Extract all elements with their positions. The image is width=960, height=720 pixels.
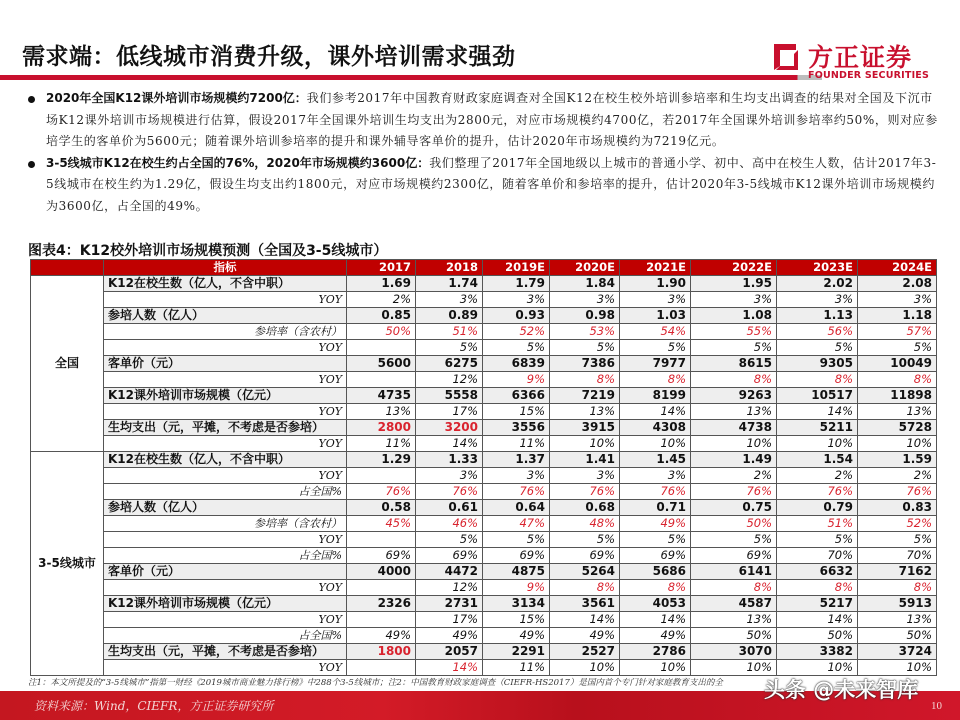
value-cell: 11898 bbox=[858, 388, 937, 404]
value-cell: 4000 bbox=[347, 564, 416, 580]
value-cell: 69% bbox=[620, 548, 691, 564]
bullet-dot-icon bbox=[28, 96, 35, 103]
value-cell: 4472 bbox=[416, 564, 483, 580]
value-cell: 69% bbox=[691, 548, 777, 564]
indicator-label: 客单价（元） bbox=[104, 564, 347, 580]
watermark: 头条 @未来智库 bbox=[764, 678, 919, 702]
value-cell: 2% bbox=[777, 468, 858, 484]
value-cell: 14% bbox=[416, 660, 483, 676]
value-cell: 3% bbox=[777, 292, 858, 308]
value-cell: 8% bbox=[777, 580, 858, 596]
value-cell bbox=[347, 660, 416, 676]
value-cell: 6141 bbox=[691, 564, 777, 580]
value-cell: 6839 bbox=[483, 356, 550, 372]
value-cell: 49% bbox=[483, 628, 550, 644]
value-cell: 9305 bbox=[777, 356, 858, 372]
table-row bbox=[31, 436, 937, 452]
value-cell: 3556 bbox=[483, 420, 550, 436]
value-cell: 0.71 bbox=[620, 500, 691, 516]
value-cell: 76% bbox=[777, 484, 858, 500]
value-cell: 8% bbox=[550, 372, 620, 388]
value-cell: 0.58 bbox=[347, 500, 416, 516]
value-cell: 0.93 bbox=[483, 308, 550, 324]
value-cell: 76% bbox=[550, 484, 620, 500]
value-cell: 8199 bbox=[620, 388, 691, 404]
value-cell: 1.95 bbox=[691, 276, 777, 292]
value-cell: 3200 bbox=[416, 420, 483, 436]
value-cell: 51% bbox=[416, 324, 483, 340]
logo-english-name: FOUNDER SECURITIES bbox=[808, 70, 930, 81]
value-cell: 13% bbox=[347, 404, 416, 420]
indicator-label: 占全国% bbox=[104, 548, 347, 564]
value-cell: 56% bbox=[777, 324, 858, 340]
table-row bbox=[31, 580, 937, 596]
value-cell: 13% bbox=[691, 404, 777, 420]
value-cell: 13% bbox=[858, 404, 937, 420]
value-cell: 49% bbox=[347, 628, 416, 644]
value-cell: 49% bbox=[620, 628, 691, 644]
value-cell: 50% bbox=[858, 628, 937, 644]
value-cell: 52% bbox=[483, 324, 550, 340]
indicator-label: YOY bbox=[104, 436, 347, 452]
page-title: 需求端：低线城市消费升级，课外培训需求强劲 bbox=[22, 44, 516, 70]
value-cell: 3% bbox=[483, 292, 550, 308]
value-cell: 1.59 bbox=[858, 452, 937, 468]
value-cell: 8% bbox=[620, 580, 691, 596]
value-cell: 50% bbox=[777, 628, 858, 644]
value-cell: 1.74 bbox=[416, 276, 483, 292]
value-cell: 54% bbox=[620, 324, 691, 340]
value-cell: 1.69 bbox=[347, 276, 416, 292]
value-cell: 5% bbox=[777, 340, 858, 356]
value-cell: 15% bbox=[483, 404, 550, 420]
value-cell bbox=[347, 532, 416, 548]
value-cell: 3070 bbox=[691, 644, 777, 660]
value-cell: 8% bbox=[550, 580, 620, 596]
value-cell: 5% bbox=[691, 340, 777, 356]
value-cell: 5% bbox=[777, 532, 858, 548]
value-cell: 50% bbox=[347, 324, 416, 340]
value-cell: 2057 bbox=[416, 644, 483, 660]
value-cell: 69% bbox=[347, 548, 416, 564]
value-cell: 0.85 bbox=[347, 308, 416, 324]
table-header-row bbox=[31, 260, 937, 276]
value-cell: 1.18 bbox=[858, 308, 937, 324]
value-cell: 3% bbox=[691, 292, 777, 308]
table-row bbox=[31, 420, 937, 436]
value-cell: 14% bbox=[550, 612, 620, 628]
value-cell: 3% bbox=[416, 292, 483, 308]
value-cell: 7386 bbox=[550, 356, 620, 372]
value-cell: 1.79 bbox=[483, 276, 550, 292]
table-row bbox=[31, 516, 937, 532]
value-cell: 4053 bbox=[620, 596, 691, 612]
value-cell: 2527 bbox=[550, 644, 620, 660]
value-cell: 0.83 bbox=[858, 500, 937, 516]
value-cell: 10% bbox=[858, 660, 937, 676]
header-year: 2020E bbox=[550, 260, 620, 276]
value-cell: 5% bbox=[550, 340, 620, 356]
value-cell: 5686 bbox=[620, 564, 691, 580]
indicator-label: 生均支出（元，平摊，不考虑是否参培） bbox=[104, 420, 347, 436]
value-cell: 76% bbox=[416, 484, 483, 500]
header-group-cell bbox=[31, 260, 104, 276]
value-cell: 2% bbox=[691, 468, 777, 484]
bullet-heading: 3-5线城市K12在校生约占全国的76%，2020年市场规模约3600亿： bbox=[46, 155, 430, 170]
value-cell: 57% bbox=[858, 324, 937, 340]
value-cell: 8% bbox=[691, 580, 777, 596]
indicator-label: YOY bbox=[104, 660, 347, 676]
bullet-text: 我们参考2017年中国教育财政家庭调查对全国K12在校生校外培训参培率和生均支出调查的结果对全国及下沉市场K12课外培训市场规模进行估算，假设2017年全国课外培训生均支出为2800元，对应市场规模约4700亿，若2017年全国课外培训参培率约50%，则对应参培学生的客单价为5600元；随着课外培训参培率的提升和课外辅导客单价的提升，估计2020年市场规模约为7219亿元。 bbox=[46, 91, 938, 148]
value-cell: 3% bbox=[550, 468, 620, 484]
value-cell: 5% bbox=[858, 340, 937, 356]
value-cell: 3% bbox=[416, 468, 483, 484]
value-cell: 2.08 bbox=[858, 276, 937, 292]
value-cell: 5% bbox=[620, 340, 691, 356]
value-cell: 5% bbox=[858, 532, 937, 548]
table-row bbox=[31, 644, 937, 660]
value-cell: 9263 bbox=[691, 388, 777, 404]
value-cell: 76% bbox=[691, 484, 777, 500]
table-row bbox=[31, 532, 937, 548]
header-year: 2019E bbox=[483, 260, 550, 276]
value-cell: 7977 bbox=[620, 356, 691, 372]
value-cell: 69% bbox=[550, 548, 620, 564]
value-cell: 3% bbox=[550, 292, 620, 308]
indicator-label: YOY bbox=[104, 404, 347, 420]
value-cell: 5% bbox=[691, 532, 777, 548]
indicator-label: 占全国% bbox=[104, 628, 347, 644]
table-row bbox=[31, 500, 937, 516]
value-cell: 50% bbox=[691, 516, 777, 532]
value-cell: 9% bbox=[483, 580, 550, 596]
table-row bbox=[31, 324, 937, 340]
value-cell: 11% bbox=[347, 436, 416, 452]
value-cell: 1.29 bbox=[347, 452, 416, 468]
value-cell: 6366 bbox=[483, 388, 550, 404]
value-cell: 69% bbox=[416, 548, 483, 564]
value-cell: 50% bbox=[691, 628, 777, 644]
value-cell: 51% bbox=[777, 516, 858, 532]
value-cell: 9% bbox=[483, 372, 550, 388]
market-size-table bbox=[30, 259, 937, 676]
value-cell: 4875 bbox=[483, 564, 550, 580]
value-cell: 1800 bbox=[347, 644, 416, 660]
data-source: 资料来源：Wind，CIEFR，方正证券研究所 bbox=[34, 699, 274, 713]
value-cell: 12% bbox=[416, 372, 483, 388]
table-row bbox=[31, 564, 937, 580]
value-cell: 17% bbox=[416, 612, 483, 628]
value-cell: 76% bbox=[858, 484, 937, 500]
value-cell: 45% bbox=[347, 516, 416, 532]
value-cell: 5% bbox=[620, 532, 691, 548]
table-row bbox=[31, 628, 937, 644]
value-cell: 52% bbox=[858, 516, 937, 532]
value-cell: 10% bbox=[620, 436, 691, 452]
value-cell: 70% bbox=[777, 548, 858, 564]
value-cell: 3915 bbox=[550, 420, 620, 436]
value-cell: 1.33 bbox=[416, 452, 483, 468]
value-cell: 49% bbox=[550, 628, 620, 644]
value-cell: 1.84 bbox=[550, 276, 620, 292]
indicator-label: 参培率（含农村） bbox=[104, 516, 347, 532]
value-cell: 13% bbox=[691, 612, 777, 628]
figure-title: 图表4：K12校外培训市场规模预测（全国及3-5线城市） bbox=[28, 243, 388, 259]
value-cell: 3% bbox=[858, 292, 937, 308]
founder-logo-icon bbox=[768, 40, 800, 72]
value-cell: 1.37 bbox=[483, 452, 550, 468]
founder-logo bbox=[768, 38, 938, 86]
value-cell: 7162 bbox=[858, 564, 937, 580]
value-cell bbox=[347, 580, 416, 596]
value-cell: 47% bbox=[483, 516, 550, 532]
value-cell: 10% bbox=[858, 436, 937, 452]
value-cell: 0.61 bbox=[416, 500, 483, 516]
value-cell: 1.54 bbox=[777, 452, 858, 468]
value-cell: 49% bbox=[620, 516, 691, 532]
logo-chinese-name: 方正证券 bbox=[808, 43, 913, 72]
table-row bbox=[31, 484, 937, 500]
page-number: 10 bbox=[931, 700, 942, 712]
value-cell: 1.41 bbox=[550, 452, 620, 468]
value-cell: 2% bbox=[347, 292, 416, 308]
table-row bbox=[31, 276, 937, 292]
value-cell: 2800 bbox=[347, 420, 416, 436]
value-cell: 3% bbox=[620, 468, 691, 484]
indicator-label: 参培率（含农村） bbox=[104, 324, 347, 340]
value-cell bbox=[347, 372, 416, 388]
table-row bbox=[31, 468, 937, 484]
table-row bbox=[31, 372, 937, 388]
summary-bullets bbox=[22, 88, 942, 217]
value-cell: 76% bbox=[483, 484, 550, 500]
value-cell: 14% bbox=[416, 436, 483, 452]
value-cell: 10% bbox=[777, 660, 858, 676]
value-cell: 5558 bbox=[416, 388, 483, 404]
indicator-label: K12在校生数（亿人，不含中职） bbox=[104, 276, 347, 292]
value-cell: 10% bbox=[550, 436, 620, 452]
table-footnote: 注1：本文所提及的“3-5线城市”指第一财经《2019城市商业魅力排行榜》中288个3-5线城市；注2：中国教育财政家庭调查（CIEFR-HS2017）是国内首个专门针对家庭教育支出的全 bbox=[28, 678, 723, 688]
value-cell: 10% bbox=[620, 660, 691, 676]
value-cell: 3561 bbox=[550, 596, 620, 612]
value-cell: 10% bbox=[691, 436, 777, 452]
table-row bbox=[31, 388, 937, 404]
header-year: 2024E bbox=[858, 260, 937, 276]
value-cell: 3% bbox=[483, 468, 550, 484]
value-cell: 8% bbox=[620, 372, 691, 388]
value-cell: 3% bbox=[620, 292, 691, 308]
value-cell: 5% bbox=[483, 532, 550, 548]
table-row bbox=[31, 404, 937, 420]
row-group-label: 全国 bbox=[31, 276, 104, 452]
bullet-dot-icon bbox=[28, 161, 35, 168]
value-cell: 1.03 bbox=[620, 308, 691, 324]
value-cell: 1.49 bbox=[691, 452, 777, 468]
indicator-label: 参培人数（亿人） bbox=[104, 500, 347, 516]
table-row bbox=[31, 308, 937, 324]
value-cell: 8% bbox=[691, 372, 777, 388]
table-row bbox=[31, 292, 937, 308]
value-cell: 7219 bbox=[550, 388, 620, 404]
header-year: 2023E bbox=[777, 260, 858, 276]
value-cell: 12% bbox=[416, 580, 483, 596]
value-cell: 3724 bbox=[858, 644, 937, 660]
row-group-label: 3-5线城市 bbox=[31, 452, 104, 676]
value-cell: 11% bbox=[483, 660, 550, 676]
header-year: 2022E bbox=[691, 260, 777, 276]
value-cell: 5217 bbox=[777, 596, 858, 612]
value-cell: 14% bbox=[777, 612, 858, 628]
value-cell: 76% bbox=[620, 484, 691, 500]
value-cell: 14% bbox=[777, 404, 858, 420]
indicator-label: 客单价（元） bbox=[104, 356, 347, 372]
value-cell: 8615 bbox=[691, 356, 777, 372]
value-cell: 14% bbox=[620, 612, 691, 628]
value-cell: 10% bbox=[777, 436, 858, 452]
value-cell: 2291 bbox=[483, 644, 550, 660]
value-cell bbox=[347, 468, 416, 484]
value-cell: 3382 bbox=[777, 644, 858, 660]
header-year: 2021E bbox=[620, 260, 691, 276]
value-cell: 5% bbox=[550, 532, 620, 548]
table-row bbox=[31, 340, 937, 356]
value-cell: 0.75 bbox=[691, 500, 777, 516]
value-cell bbox=[347, 612, 416, 628]
header-year: 2017 bbox=[347, 260, 416, 276]
value-cell: 5913 bbox=[858, 596, 937, 612]
indicator-label: K12在校生数（亿人，不含中职） bbox=[104, 452, 347, 468]
value-cell: 8% bbox=[858, 372, 937, 388]
indicator-label: YOY bbox=[104, 532, 347, 548]
header-year: 2018 bbox=[416, 260, 483, 276]
value-cell: 1.90 bbox=[620, 276, 691, 292]
value-cell: 5% bbox=[483, 340, 550, 356]
value-cell: 53% bbox=[550, 324, 620, 340]
value-cell: 10049 bbox=[858, 356, 937, 372]
value-cell: 1.08 bbox=[691, 308, 777, 324]
value-cell: 11% bbox=[483, 436, 550, 452]
indicator-label: YOY bbox=[104, 292, 347, 308]
value-cell: 5% bbox=[416, 532, 483, 548]
value-cell: 0.68 bbox=[550, 500, 620, 516]
value-cell: 0.79 bbox=[777, 500, 858, 516]
bullet-heading: 2020年全国K12课外培训市场规模约7200亿： bbox=[46, 91, 307, 105]
value-cell bbox=[347, 340, 416, 356]
value-cell: 8% bbox=[858, 580, 937, 596]
indicator-label: YOY bbox=[104, 340, 347, 356]
value-cell: 10% bbox=[691, 660, 777, 676]
table-body bbox=[31, 276, 937, 676]
value-cell: 0.89 bbox=[416, 308, 483, 324]
indicator-label: YOY bbox=[104, 372, 347, 388]
value-cell: 5% bbox=[416, 340, 483, 356]
value-cell: 10% bbox=[550, 660, 620, 676]
value-cell: 2786 bbox=[620, 644, 691, 660]
value-cell: 4587 bbox=[691, 596, 777, 612]
title-divider bbox=[0, 75, 822, 80]
table-row bbox=[31, 356, 937, 372]
bullet-tier35 bbox=[22, 153, 942, 218]
value-cell: 2.02 bbox=[777, 276, 858, 292]
value-cell: 15% bbox=[483, 612, 550, 628]
value-cell: 46% bbox=[416, 516, 483, 532]
table-row bbox=[31, 452, 937, 468]
value-cell: 3134 bbox=[483, 596, 550, 612]
value-cell: 0.64 bbox=[483, 500, 550, 516]
value-cell: 5600 bbox=[347, 356, 416, 372]
header-indicator: 指标 bbox=[104, 260, 347, 276]
bullet-text: 我们整理了2017年全国地级以上城市的普通小学、初中、高中在校生人数，估计2017年3-5线城市在校生约为1.29亿，假设生均支出约1800元，对应市场规模约2300亿，随着客单价和参培率的提升，估计2020年3-5线城市K12课外培训市场规模约为3600亿，占全国的49%。 bbox=[46, 155, 937, 213]
value-cell: 6275 bbox=[416, 356, 483, 372]
value-cell: 13% bbox=[858, 612, 937, 628]
table-row bbox=[31, 596, 937, 612]
value-cell: 8% bbox=[777, 372, 858, 388]
value-cell: 5728 bbox=[858, 420, 937, 436]
value-cell: 13% bbox=[550, 404, 620, 420]
value-cell: 6632 bbox=[777, 564, 858, 580]
table-row bbox=[31, 612, 937, 628]
value-cell: 76% bbox=[347, 484, 416, 500]
indicator-label: YOY bbox=[104, 580, 347, 596]
value-cell: 55% bbox=[691, 324, 777, 340]
indicator-label: YOY bbox=[104, 468, 347, 484]
value-cell: 2326 bbox=[347, 596, 416, 612]
value-cell: 10517 bbox=[777, 388, 858, 404]
value-cell: 2% bbox=[858, 468, 937, 484]
value-cell: 5211 bbox=[777, 420, 858, 436]
value-cell: 70% bbox=[858, 548, 937, 564]
indicator-label: K12课外培训市场规模（亿元） bbox=[104, 596, 347, 612]
indicator-label: 生均支出（元，平摊，不考虑是否参培） bbox=[104, 644, 347, 660]
indicator-label: 占全国% bbox=[104, 484, 347, 500]
value-cell: 49% bbox=[416, 628, 483, 644]
value-cell: 4308 bbox=[620, 420, 691, 436]
value-cell: 48% bbox=[550, 516, 620, 532]
value-cell: 2731 bbox=[416, 596, 483, 612]
value-cell: 4738 bbox=[691, 420, 777, 436]
value-cell: 1.13 bbox=[777, 308, 858, 324]
indicator-label: K12课外培训市场规模（亿元） bbox=[104, 388, 347, 404]
indicator-label: 参培人数（亿人） bbox=[104, 308, 347, 324]
bullet-national bbox=[22, 88, 942, 153]
value-cell: 5264 bbox=[550, 564, 620, 580]
table-row bbox=[31, 548, 937, 564]
indicator-label: YOY bbox=[104, 612, 347, 628]
value-cell: 69% bbox=[483, 548, 550, 564]
value-cell: 17% bbox=[416, 404, 483, 420]
value-cell: 4735 bbox=[347, 388, 416, 404]
value-cell: 1.45 bbox=[620, 452, 691, 468]
value-cell: 14% bbox=[620, 404, 691, 420]
value-cell: 0.98 bbox=[550, 308, 620, 324]
